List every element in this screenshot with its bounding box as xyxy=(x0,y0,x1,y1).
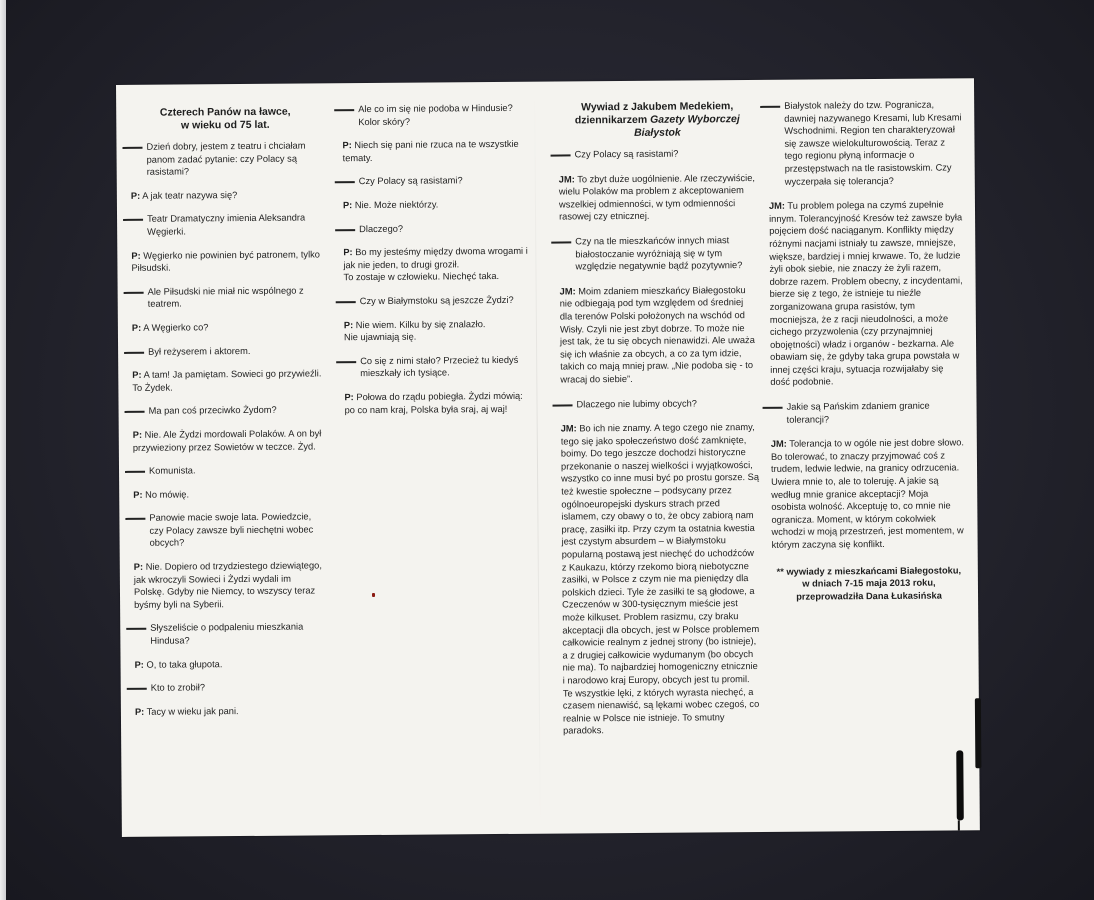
speaker-label: P: xyxy=(132,429,143,440)
column-3-title-italic: Gazety Wyborczej Białystok xyxy=(634,113,740,139)
answer-text: Tacy w wieku jak pani. xyxy=(144,705,239,717)
column-3 xyxy=(558,100,761,749)
answer xyxy=(134,559,324,611)
question: Czy Polacy są rasistami? xyxy=(343,174,533,188)
answer-text: O, to taka głupota. xyxy=(143,658,223,670)
question: Białystok należy do tzw. Pogranicza, dawniej nazywanego Kresami, lub Kresami Wschodnimi. Region ten charakteryzował się zawsze wielokulturowością. Teraz z tego regionu płyną informacje o przestępstwach na tle rasistowskim. Czy wyczerpała się tolerancja? xyxy=(768,98,963,188)
answer xyxy=(771,437,966,552)
answer-text: Bo my jesteśmy między dwoma wrogami i jak nie jeden, to drugi groził. To zostaje w człowieku. Niechęć taka. xyxy=(343,245,528,283)
answer xyxy=(343,198,533,212)
answer xyxy=(135,657,325,671)
column-1-title: Czterech Panów na ławce, w wieku od 75 lat. xyxy=(159,105,291,132)
page-fold xyxy=(534,88,541,828)
answer-text: Tu problem polega na czymś zupełnie innym. Tolerancyjność Kresów też zawsze była pojęciem dość naciąganym. Konflikty między różnymi nacjami istniały tu zawsze, mniejsze, większe, bardziej i mniej krwawe. To, że ludzie żyli obok siebie, nie znaczy że żyli razem, dobrze razem. Problem obecny, z incydentami, bierze się z tego, że istnieje tu nieźle zorganizowana grupa rasistów, tym mocniejsza, że z racji nieudolności, a może cichego przyzwolenia (czy przynajmniej obojętności) władz i organów - bezkarna. Ale obawiam się, że gdyby taka grupa powstała w innej części kraju, sytuacja rozwijałaby się dość podobnie. xyxy=(769,199,963,388)
answer-text: Bo ich nie znamy. A tego czego nie znamy, tego się jako społeczeństwo dość zamknięte, boimy. Do tego jeszcze dochodzi historyczne przekonanie o naszej wielkości i wyjątkowości, wszystko co inne musi być po prostu gorsze. Są też kwestie społeczne – podsycany przez ogólnoeuropejski dyskurs strach przed islamem, czy obawy o to, że obcy zabiorą nam pracę, zasiłki itp. Przy czym ta ostatnia kwestia jest czystym absurdem – w Białymstoku popularną postawą jest niechęć do uchodźców z Kaukazu, którzy rzekomo biorą niebotyczne zasiłki, w Polsce z czym nie ma pieniędzy dla polskich dzieci. Tyle że zasiłki te są głodowe, a Czeczenów w 300-tysięcznym mieście jest może kilkuset. Problem rasizmu, czy braku akceptacji dla obcych, jest w Polsce problemem całkowicie realnym z jednej strony (bo istnieje), a z drugiej całkowicie wydumanym (bo obcych nie ma). To najbardziej homogeniczny etnicznie i narodowo kraj Europy, obcych jest tu promil. Te wszystkie lęki, z których wyrasta niechęć, a czasem nienawiść, są lękami wobec czegoś, co realnie w Polsce nie istnieje. To smutny paradoks. xyxy=(560,422,760,736)
answer xyxy=(132,320,322,334)
question: Czy na tle mieszkańców innych miast białostoczanie wyróżniają się w tym względzie negatywnie bądź pozytywnie? xyxy=(559,234,757,273)
answer xyxy=(133,427,323,454)
answer xyxy=(131,248,321,275)
question: Ale co im się nie podoba w Hindusie? Kolor skóry? xyxy=(342,102,532,129)
speaker-label: P: xyxy=(343,247,353,258)
answer-text: A Węgierko co? xyxy=(141,322,209,333)
question: Czy w Białymstoku są jeszcze Żydzi? xyxy=(344,294,534,308)
answer xyxy=(342,138,532,165)
column-1-blocks xyxy=(130,139,325,718)
speaker-label: JM: xyxy=(559,286,576,297)
speaker-label: P: xyxy=(343,319,354,330)
question: Teatr Dramatyczny imienia Aleksandra Węgierki. xyxy=(131,212,321,239)
column-2 xyxy=(342,102,535,428)
speaker-label: JM: xyxy=(770,438,787,450)
answer-text: Moim zdaniem mieszkańcy Białegostoku nie odbiegają pod tym względem od średniej dla terenów Polski położonych na wschód od Wisły. Czyli nie jest zbyt dobrze. To może nie jest tak, że tu się obcych nienawidzi. Ale uważa się ich właśnie za obcych, a co za tym idzie, takich co mają mniej praw. „Nie podoba się - to wracaj do siebie”. xyxy=(559,284,755,385)
question: Ma pan coś przeciwko Żydom? xyxy=(133,404,323,418)
speaker-label: JM: xyxy=(560,423,577,434)
question: Komunista. xyxy=(133,463,323,477)
question: Ale Piłsudski nie miał nic wspólnego z teatrem. xyxy=(132,284,322,311)
speaker-label: P: xyxy=(131,250,141,261)
question: Czy Polacy są rasistami? xyxy=(559,147,757,161)
answer xyxy=(135,704,325,718)
question: Słyszeliście o podpaleniu mieszkania Hindusa? xyxy=(134,621,324,648)
question: Dlaczego nie lubimy obcych? xyxy=(560,396,758,410)
answer xyxy=(769,199,964,389)
column-3-title xyxy=(558,100,756,141)
ink-bleed xyxy=(958,820,960,830)
speaker-label: JM: xyxy=(558,173,575,185)
answer xyxy=(132,368,322,395)
answer-text: A tam! Ja pamiętam. Sowieci go przywieźli. To Żydek. xyxy=(132,368,322,393)
answer-text: Nie. Może niektórzy. xyxy=(352,199,439,211)
answer-text: Niech się pani nie rzuca na te wszystkie tematy. xyxy=(342,139,519,164)
speaker-label: JM: xyxy=(768,200,786,212)
answer xyxy=(560,284,759,386)
answer xyxy=(344,390,534,417)
column-3-title-plain: Wywiad z Jakubem Medekiem, dziennikarzem xyxy=(574,100,734,127)
question: Jakie są Pańskim zdaniem granice tolerancji? xyxy=(771,399,965,426)
footnote: ** wywiady z mieszkańcami Białegostoku, w dniach 7-15 maja 2013 roku, przeprowadziła Dana Łukasińska xyxy=(776,564,962,602)
question: Dzień dobry, jestem z teatru i chciałam panom zadać pytanie: czy Polacy są rasistami? xyxy=(130,139,320,178)
ink-bleed xyxy=(975,698,982,768)
speaker-label: P: xyxy=(344,392,354,403)
column-4 xyxy=(768,98,966,612)
answer-text: Nie. Ale Żydzi mordowali Polaków. A on był przywieziony przez Sowietów w teczce. Żyd. xyxy=(132,428,322,453)
answer-text: Połowa do rządu pobiegła. Żydzi mówią: po co nam kraj, Polska była sraj, aj waj! xyxy=(344,390,523,415)
column-3-blocks xyxy=(559,147,762,737)
column-4-blocks xyxy=(768,98,966,551)
speaker-label: P: xyxy=(130,190,141,201)
answer xyxy=(343,245,533,284)
answer-text: Węgierko nie powinien być patronem, tylko Piłsudski. xyxy=(131,248,320,274)
speaker-label: P: xyxy=(134,659,144,670)
speaker-label: P: xyxy=(134,706,145,717)
speaker-label: P: xyxy=(133,489,143,500)
question: Dlaczego? xyxy=(343,221,533,235)
speaker-label: P: xyxy=(133,561,144,572)
question: Panowie macie swoje lata. Powiedzcie, czy Polacy zawsze byli niechętni wobec obcych? xyxy=(133,511,323,550)
answer xyxy=(133,487,323,501)
question: Co się z nimi stało? Przecież tu kiedyś mieszkały ich tysiące. xyxy=(344,353,534,380)
answer-text: To zbyt duże uogólnienie. Ale rzeczywiście, wielu Polaków ma problem z akceptowaniem wszelkiej odmienności, w tym odmienności rasowej czy etnicznej. xyxy=(558,172,755,222)
speaker-label: P: xyxy=(132,369,142,381)
answer-text: Nie wiem. Kilku by się znalazło. Nie ujawniają się. xyxy=(343,318,486,343)
speaker-label: P: xyxy=(342,140,352,151)
question: Kto to zrobił? xyxy=(135,681,325,695)
booklet-page xyxy=(116,78,980,837)
speaker-label: P: xyxy=(131,322,142,333)
column-1 xyxy=(130,105,325,729)
speaker-label: P: xyxy=(342,200,353,211)
ink-bleed xyxy=(956,750,964,820)
answer-text: No mówię. xyxy=(142,489,190,500)
answer xyxy=(561,421,761,737)
answer-text: A jak teatr nazywa się? xyxy=(140,189,238,201)
answer xyxy=(559,172,757,224)
question: Był reżyserem i aktorem. xyxy=(132,344,322,358)
answer-text: Nie. Dopiero od trzydziestego dziewiątego, jak wkroczyli Sowieci i Żydzi wydali im Polskę. Gdyby nie Niemcy, to wszyscy teraz byśmy byli na Syberii. xyxy=(133,560,322,610)
column-2-blocks xyxy=(342,102,534,417)
scanner-edge xyxy=(0,0,6,900)
answer xyxy=(131,188,321,202)
ink-dot xyxy=(372,593,375,597)
answer-text: Tolerancja to w ogóle nie jest dobre słowo. Bo tolerować, to znaczy przyjmować coś z trudem, ledwie ledwie, na granicy odrzucenia. Uwiera mnie to, ale to toleruję. A jakie są według mnie granice akceptacji? Moja osobista wolność. Akceptuję to, co mnie nie ogranicza. Moment, w którym cokolwiek wchodzi w moją przestrzeń, jest momentem, w którym zaczyna się konflikt. xyxy=(770,437,964,550)
answer xyxy=(344,317,534,344)
